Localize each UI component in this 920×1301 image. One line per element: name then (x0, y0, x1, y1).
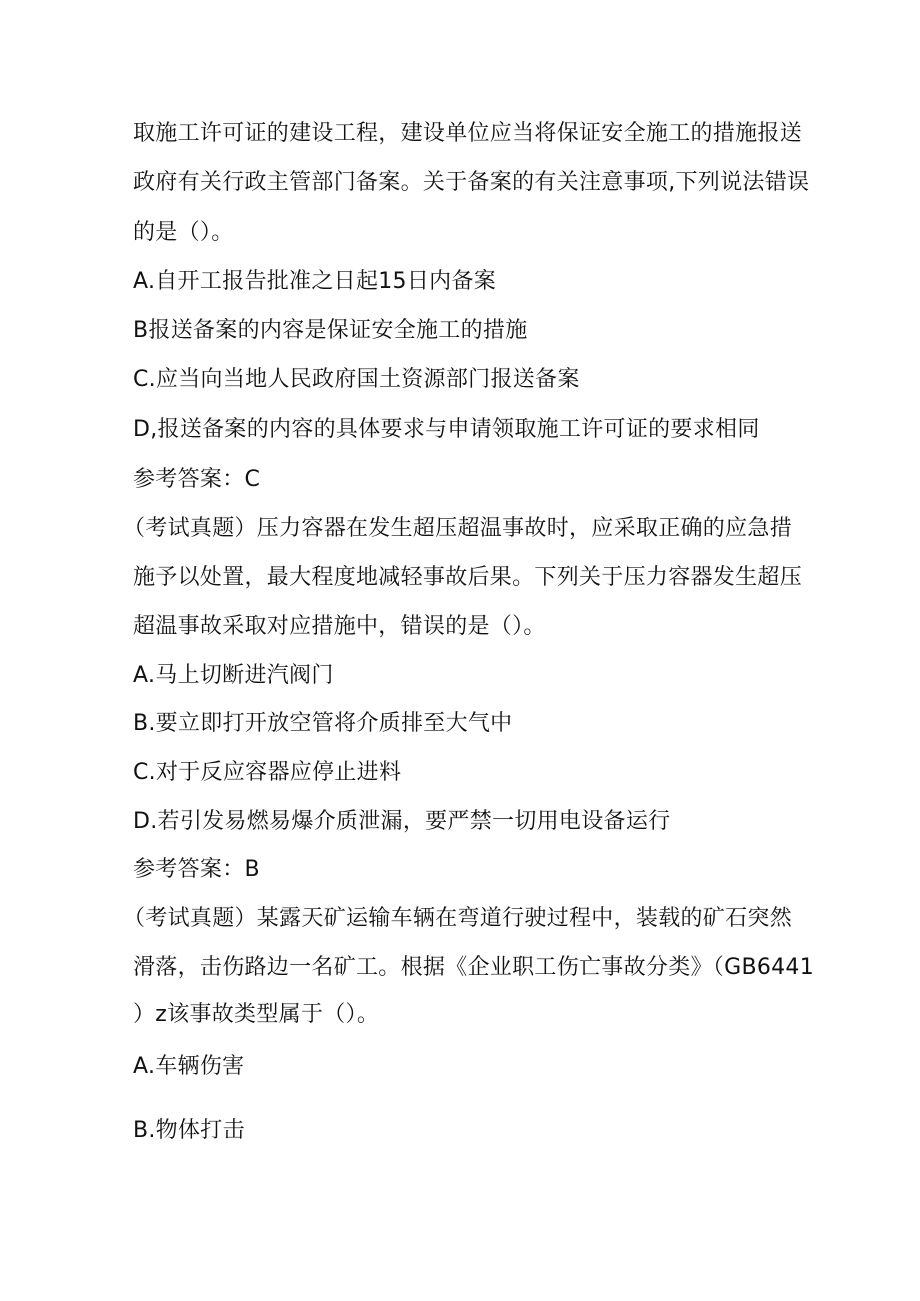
q1-option-a: A.自开工报告批准之日起15日内备案 (133, 269, 497, 294)
q3-option-b: B.物体打击 (133, 1118, 245, 1143)
q2-option-d: D.若引发易燃易爆介质泄漏，要严禁一切用电设备运行 (133, 809, 671, 834)
q1-stem-line-1: 取施工许可证的建设工程，建设单位应当将保证安全施工的措施报送 (133, 121, 803, 146)
q1-answer: 参考答案：C (133, 467, 261, 492)
q2-option-b: B.要立即打开放空管将介质排至大气中 (133, 711, 513, 736)
q2-option-c: C.对于反应容器应停止进料 (133, 760, 402, 785)
q2-stem-line-3: 超温事故采取对应措施中，错误的是（）。 (133, 614, 546, 639)
q3-stem-line-1: （考试真题）某露天矿运输车辆在弯道行驶过程中，装载的矿石突然 (123, 906, 793, 931)
q3-option-a: A.车辆伤害 (133, 1054, 245, 1079)
q1-option-b: B报送备案的内容是保证安全施工的措施 (133, 318, 528, 343)
q3-stem-line-2: 滑落，击伤路边一名矿工。根据《企业职工伤亡事故分类》（GB6441 (133, 955, 815, 980)
q2-answer: 参考答案：B (133, 857, 260, 882)
q3-stem-line-3: ）z该事故类型属于（）。 (133, 1002, 380, 1027)
q1-option-c: C.应当向当地人民政府国土资源部门报送备案 (133, 367, 580, 392)
q2-stem-line-2: 施予以处置，最大程度地减轻事故后果。下列关于压力容器发生超压 (133, 565, 803, 590)
q1-option-d: D,报送备案的内容的具体要求与申请领取施工许可证的要求相同 (133, 417, 760, 442)
q1-stem-line-3: 的是（）。 (133, 220, 234, 245)
q2-stem-line-1: （考试真题）压力容器在发生超压超温事故时，应采取正确的应急措 (123, 516, 793, 541)
q2-option-a: A.马上切断进汽阀门 (133, 663, 334, 688)
q1-stem-line-2: 政府有关行政主管部门备案。关于备案的有关注意事项,下列说法错误 (133, 170, 810, 195)
